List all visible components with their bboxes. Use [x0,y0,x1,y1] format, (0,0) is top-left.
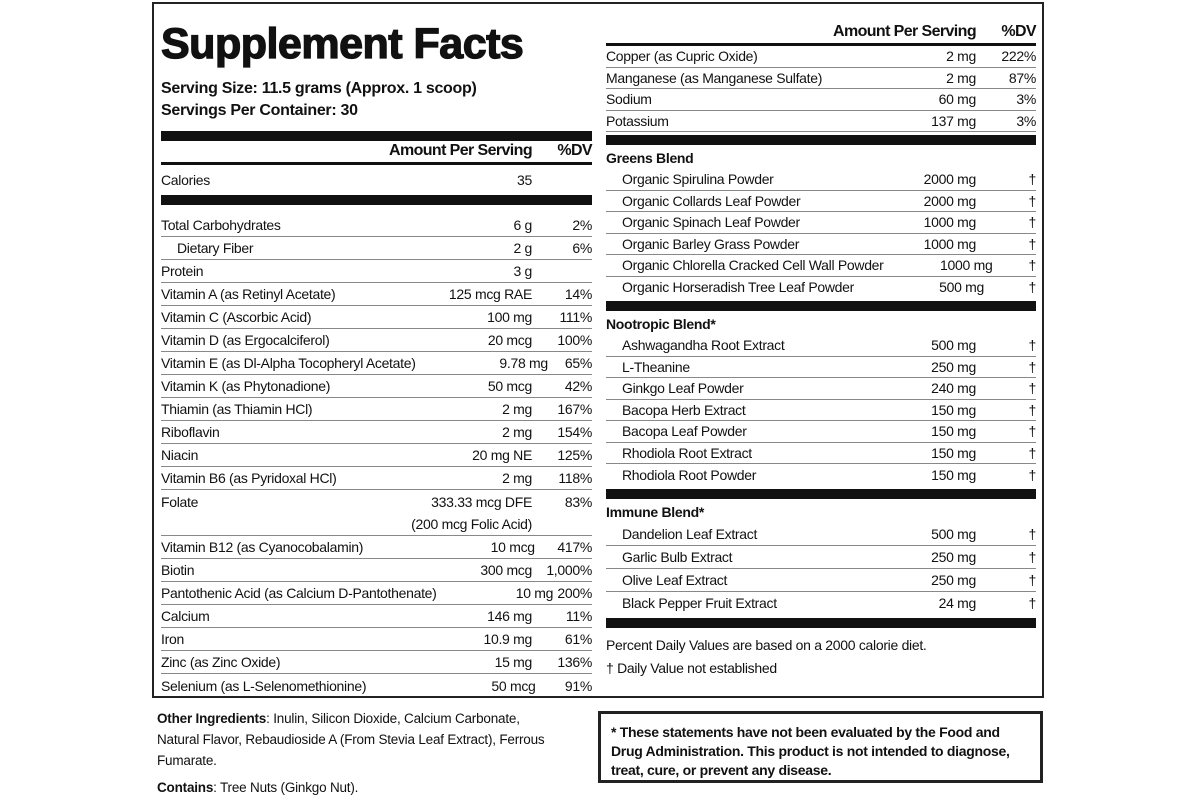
nutrient-amount: 250 mg [931,548,976,565]
nutrient-row [606,277,1036,299]
thick-divider [161,131,592,141]
nutrient-row [606,464,1036,486]
nutrient-list [161,214,592,697]
nutrient-row [606,592,1036,615]
nutrient-row [161,444,592,467]
nutrient-dv: † [1028,380,1036,397]
thick-divider [606,301,1036,311]
nutrient-row [606,523,1036,546]
nutrient-amount: 150 mg [931,466,976,483]
nutrient-dv: † [1028,548,1036,565]
nutrient-row [606,443,1036,465]
nutrient-row [161,421,592,444]
nutrient-dv: 417% [557,539,592,555]
nutrient-amount: 50 mcg [487,378,532,394]
nutrient-row [606,46,1036,68]
nutrient-row [161,674,592,697]
nutrient-amount: 24 mg [938,595,976,611]
nutrient-row [161,651,592,674]
serving-size: Serving Size: 11.5 grams (Approx. 1 scoop) [161,80,477,97]
nutrient-amount: 500 mg [939,279,984,296]
nutrient-amount: 240 mg [931,380,976,397]
nutrient-amount: 500 mg [931,337,976,354]
calories-row [161,165,592,195]
nutrient-row [161,398,592,421]
calories-value: 35 [517,172,532,188]
nutrient-name: Bacopa Herb Extract [622,401,746,418]
nutrient-dv: † [1028,171,1036,188]
nutrient-name: Garlic Bulb Extract [622,548,733,565]
nutrient-row [606,400,1036,422]
nutrient-dv: 65% [564,355,592,371]
nutrient-dv: 2% [572,217,592,233]
nutrient-name: Organic Spirulina Powder [622,171,774,188]
nutrient-row [161,375,592,398]
nutrient-dv: 111% [559,309,592,325]
nutrient-amount: 10 mcg [490,539,535,555]
nutrient-row [606,68,1036,90]
contains-text: : Tree Nuts (Ginkgo Nut). [213,780,359,795]
nutrient-row [606,255,1036,277]
nutrient-name: Ginkgo Leaf Powder [622,380,744,397]
nutrient-dv: 100% [557,332,592,348]
nutrient-name: Vitamin B12 (as Cyanocobalamin) [161,539,364,555]
nutrient-dv: † [1028,337,1036,354]
thick-divider [606,135,1036,145]
nutrient-dv: 125% [557,447,592,463]
nutrient-amount: 10 mg [515,585,554,601]
nutrient-amount: 150 mg [931,423,976,440]
nutrient-dv: † [1028,595,1036,611]
nutrient-amount: 50 mcg [491,677,536,694]
nutrient-dv: 154% [557,424,592,440]
nutrient-row [606,378,1036,400]
nutrient-row [606,357,1036,379]
nutrient-name: Manganese (as Manganese Sulfate) [606,69,823,86]
nutrient-row [161,582,592,605]
nutrient-row [161,490,592,513]
nutrient-row [161,260,592,283]
nutrient-amount: 2 mg [946,48,976,65]
dv-header: %DV [1001,23,1036,40]
nutrient-name: Rhodiola Root Extract [622,444,752,461]
nutrient-row [606,421,1036,443]
nutrient-dv: † [1028,257,1036,274]
nutrient-name: Vitamin K (as Phytonadione) [161,378,331,394]
thick-divider [161,195,592,205]
nutrient-amount: 100 mg [487,309,532,325]
nutrient-row [606,335,1036,357]
nutrient-dv: 1,000% [546,562,592,578]
nutrient-row [161,283,592,306]
nutrient-amount: 150 mg [931,444,976,461]
nutrient-name: Thiamin (as Thiamin HCl) [161,401,313,417]
nutrient-name: L-Theanine [622,358,690,375]
nutrient-dv: † [1028,423,1036,440]
amount-header: Amount Per Serving [832,23,976,40]
servings-per-container: Servings Per Container: 30 [161,102,358,119]
nutrient-name: Organic Barley Grass Powder [622,235,800,252]
nutrient-amount: 2 mg [946,69,976,86]
nutrient-amount: 2 mg [502,470,532,486]
footnote-dagger: † Daily Value not established [606,659,777,676]
nutrient-row [161,559,592,582]
right-column [606,4,1036,680]
nutrient-name: Rhodiola Root Powder [622,466,757,483]
nutrient-dv: † [1028,571,1036,588]
nutrient-subrow [161,513,592,536]
nutrient-row [606,89,1036,111]
nutrient-row [161,467,592,490]
nutrient-amount: 146 mg [487,608,532,624]
nutrient-amount: 250 mg [931,571,976,588]
nutrient-name: Total Carbohydrates [161,217,281,233]
nutrient-name: Selenium (as L-Selenomethionine) [161,677,367,694]
other-ingredients-section [157,708,557,798]
nutrient-amount: 6 g [513,217,532,233]
nutrient-row [606,169,1036,191]
nutrient-name: Vitamin B6 (as Pyridoxal HCl) [161,470,337,486]
nutrient-dv: 3% [1016,112,1036,129]
nutrient-dv: 11% [565,608,592,624]
nutrient-dv: † [1028,525,1036,542]
dv-header: %DV [557,142,592,159]
panel-title: Supplement Facts [161,20,524,68]
nutrient-dv: † [1028,279,1036,296]
nutrient-row [161,237,592,260]
nutrient-dv: 167% [557,401,592,417]
nutrient-dv: 14% [564,286,592,302]
nutrient-row [606,191,1036,213]
nutrient-amount: 2000 mg [923,171,976,188]
nutrient-row [161,329,592,352]
nutrient-amount: 60 mg [938,91,976,108]
fda-disclaimer: * These statements have not been evaluated by the Food and Drug Administration. This product is not intended to diagnose, treat, cure, or prevent any disease. [598,711,1043,783]
nutrient-name: Organic Spinach Leaf Powder [622,214,800,231]
nutrient-name: Vitamin D (as Ergocalciferol) [161,332,330,348]
nutrient-name: Organic Chlorella Cracked Cell Wall Powder [622,257,884,274]
nutrient-name: Copper (as Cupric Oxide) [606,48,758,65]
nutrient-amount: 20 mcg [487,332,532,348]
nutrient-dv: 61% [564,631,592,647]
nutrient-amount: 500 mg [931,525,976,542]
mineral-list [606,46,1036,132]
nutrient-row [606,212,1036,234]
supplement-facts-panel [152,2,1044,698]
nutrient-name: Calcium [161,608,210,624]
nutrient-name: Dandelion Leaf Extract [622,525,758,542]
nutrient-row [161,352,592,375]
nutrient-name: Pantothenic Acid (as Calcium D-Pantothenate) [161,585,437,601]
nutrient-dv: 42% [564,378,592,394]
nutrient-dv: † [1028,466,1036,483]
nutrient-amount: 15 mg [494,654,532,670]
contains-label: Contains [157,780,214,795]
nutrient-name: Dietary Fiber [177,240,254,256]
nutrient-row [606,111,1036,133]
nutrient-amount: 125 mcg RAE [448,286,532,302]
nutrient-amount: 1000 mg [940,257,993,274]
nutrient-dv: † [1028,401,1036,418]
nutrient-name: Olive Leaf Extract [622,571,728,588]
nutrient-amount: 2000 mg [923,192,976,209]
nutrient-amount: 9.78 mg [499,355,548,371]
nutrient-amount: 20 mg NE [472,447,532,463]
column-header [606,19,1036,46]
nutrient-name: Folate [161,493,199,510]
nutrient-row [161,536,592,559]
blend-title: Greens Blend [606,150,694,166]
nutrient-dv: 118% [558,470,592,486]
other-ingredients-text: : Inulin, Silicon Dioxide, Calcium Carbonate, Natural Flavor, Rebaudioside A (From Stevia Leaf Extract), Ferrous Fumarate. [157,711,545,768]
other-ingredients-label: Other Ingredients [157,711,267,726]
nutrient-dv: 200% [557,585,592,601]
nutrient-amount: 333.33 mcg DFE [431,493,532,510]
nutrient-amount: 150 mg [931,401,976,418]
nutrient-name: Protein [161,263,204,279]
nutrient-dv: † [1028,214,1036,231]
nutrient-row [606,546,1036,569]
nutrient-name: Potassium [606,112,669,129]
left-column [161,4,592,697]
nutrient-name: Niacin [161,447,199,463]
nutrient-name: Vitamin E (as Dl-Alpha Tocopheryl Acetate) [161,355,416,371]
thick-divider [606,489,1036,499]
nutrient-name: Organic Horseradish Tree Leaf Powder [622,279,854,296]
amount-header: Amount Per Serving [388,142,532,159]
nutrient-name: Bacopa Leaf Powder [622,423,747,440]
nutrient-name: Organic Collards Leaf Powder [622,192,801,209]
nutrient-row [161,628,592,651]
nutrient-row [606,234,1036,256]
blend-title: Nootropic Blend* [606,316,716,332]
blend-list [606,135,1036,628]
nutrient-dv: 91% [564,677,592,694]
thick-divider [606,618,1036,628]
nutrient-dv: † [1028,358,1036,375]
nutrient-amount: 137 mg [931,112,976,129]
nutrient-sub-amount: (200 mcg Folic Acid) [411,516,532,532]
nutrient-name: Vitamin C (Ascorbic Acid) [161,309,312,325]
nutrient-name: Zinc (as Zinc Oxide) [161,654,281,670]
nutrient-amount: 3 g [513,263,532,279]
nutrient-row [606,569,1036,592]
nutrient-name: Biotin [161,562,195,578]
nutrient-name: Ashwagandha Root Extract [622,337,785,354]
nutrient-name: Riboflavin [161,424,220,440]
nutrient-dv: 6% [572,240,592,256]
nutrient-name: Iron [161,631,184,647]
nutrient-amount: 250 mg [931,358,976,375]
nutrient-name: Black Pepper Fruit Extract [622,595,777,611]
nutrient-amount: 1000 mg [923,235,976,252]
nutrient-amount: 300 mcg [480,562,532,578]
nutrient-amount: 2 mg [502,401,532,417]
calories-label: Calories [161,172,210,188]
nutrient-dv: 83% [564,493,592,510]
nutrient-dv: 3% [1016,91,1036,108]
nutrient-dv: † [1028,192,1036,209]
nutrient-amount: 10.9 mg [483,631,532,647]
nutrient-dv: † [1028,235,1036,252]
nutrient-row [161,605,592,628]
nutrient-dv: 136% [557,654,592,670]
nutrient-name: Sodium [606,91,652,108]
column-header [161,141,592,165]
nutrient-name: Vitamin A (as Retinyl Acetate) [161,286,336,302]
nutrient-dv: † [1028,444,1036,461]
blend-title: Immune Blend* [606,503,705,520]
nutrient-amount: 1000 mg [923,214,976,231]
footnote-dv: Percent Daily Values are based on a 2000 calorie diet. [606,636,927,653]
nutrient-amount: 2 mg [502,424,532,440]
nutrient-dv: 87% [1008,69,1036,86]
nutrient-amount: 2 g [513,240,532,256]
nutrient-row [161,214,592,237]
nutrient-dv: 222% [1001,48,1036,65]
nutrient-row [161,306,592,329]
